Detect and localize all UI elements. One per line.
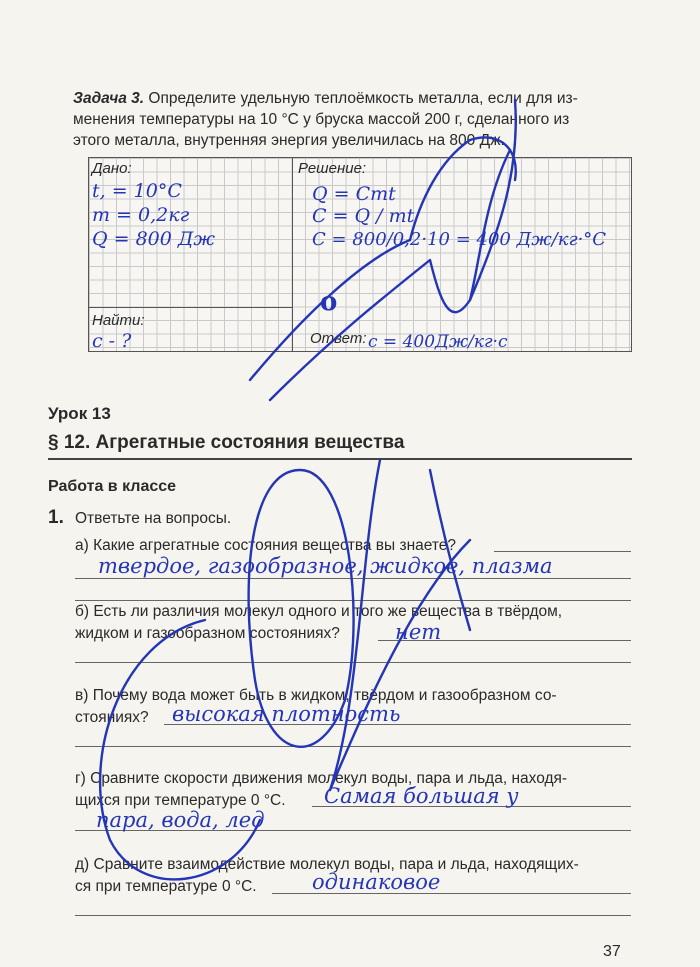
question-d-line1: г) Сравните скорости движения молекул воды, пара и льда, находя- (75, 770, 568, 787)
given-mass: m = 0,2кг (92, 204, 190, 226)
answer-line (494, 551, 631, 552)
answer-a: твердое, газообразное, жидкое, плазма (98, 554, 553, 578)
question-e-line2: ся при температуре 0 °С. (75, 878, 257, 895)
question-e-line1: д) Сравните взаимодействие молекул воды, пара и льда, находящих- (75, 856, 579, 873)
task-text-line2: менения температуры на 10 °С у бруска массой 200 г, сделанного из (73, 111, 570, 128)
section-rule (48, 458, 632, 460)
exercise-number: 1. (48, 507, 64, 528)
question-b-line1: б) Есть ли различия молекул одного и того же вещества в твёрдом, (75, 603, 563, 620)
find-value: c - ? (92, 330, 132, 352)
task-label: Задача 3. (73, 90, 145, 107)
page-number: 37 (603, 943, 621, 960)
answer-line (75, 662, 631, 663)
question-b-line2: жидком и газообразном состояниях? (75, 625, 340, 642)
answer-label: Ответ: (310, 330, 367, 347)
section-title: § 12. Агрегатные состояния вещества (48, 432, 405, 453)
solution-line2: C = Q / mt (312, 205, 415, 227)
given-temperature: t, = 10°C (92, 180, 182, 202)
lesson-title: Урок 13 (48, 404, 111, 423)
answer-c: высокая плотность (172, 702, 401, 726)
find-label: Найти: (92, 312, 145, 329)
answer-b: нет (395, 620, 442, 644)
question-c-line2: стояниях? (75, 709, 149, 726)
question-a: а) Какие агрегатные состояния вещества вы знаете? (75, 537, 457, 554)
hand-circle-mark: o (320, 287, 338, 317)
question-c-line1: в) Почему вода может быть в жидком, твёрдом и газообразном со- (75, 687, 557, 704)
grid-given-find-divider (88, 307, 293, 308)
given-energy: Q = 800 Дж (92, 228, 215, 250)
solution-line3: C = 800/0,2·10 = 400 Дж/кг·°C (312, 229, 607, 250)
task-3-text (73, 88, 633, 151)
grid-divider (292, 157, 293, 352)
answer-line (75, 746, 631, 747)
question-b (75, 601, 631, 645)
solution-label: Решение: (298, 160, 367, 177)
question-d-line2: щихся при температуре 0 °С. (75, 792, 286, 809)
exercise-intro: Ответьте на вопросы. (75, 510, 232, 527)
given-label: Дано: (92, 160, 132, 177)
answer-e: одинаковое (312, 870, 441, 894)
solution-line1: Q = Cmt (312, 183, 396, 205)
task-text-line3: этого металла, внутренняя энергия увеличилась на 800 Дж. (73, 132, 505, 149)
answer-d-line2: пара, вода, лед (96, 808, 265, 832)
answer-value: c = 400Дж/кг·с (368, 332, 508, 352)
task-text-line1: Определите удельную теплоёмкость металла, если для из- (148, 90, 578, 107)
answer-line (75, 578, 631, 579)
answer-d-line1: Самая большая у (324, 784, 519, 808)
work-heading: Работа в классе (48, 478, 177, 495)
answer-line (75, 915, 631, 916)
